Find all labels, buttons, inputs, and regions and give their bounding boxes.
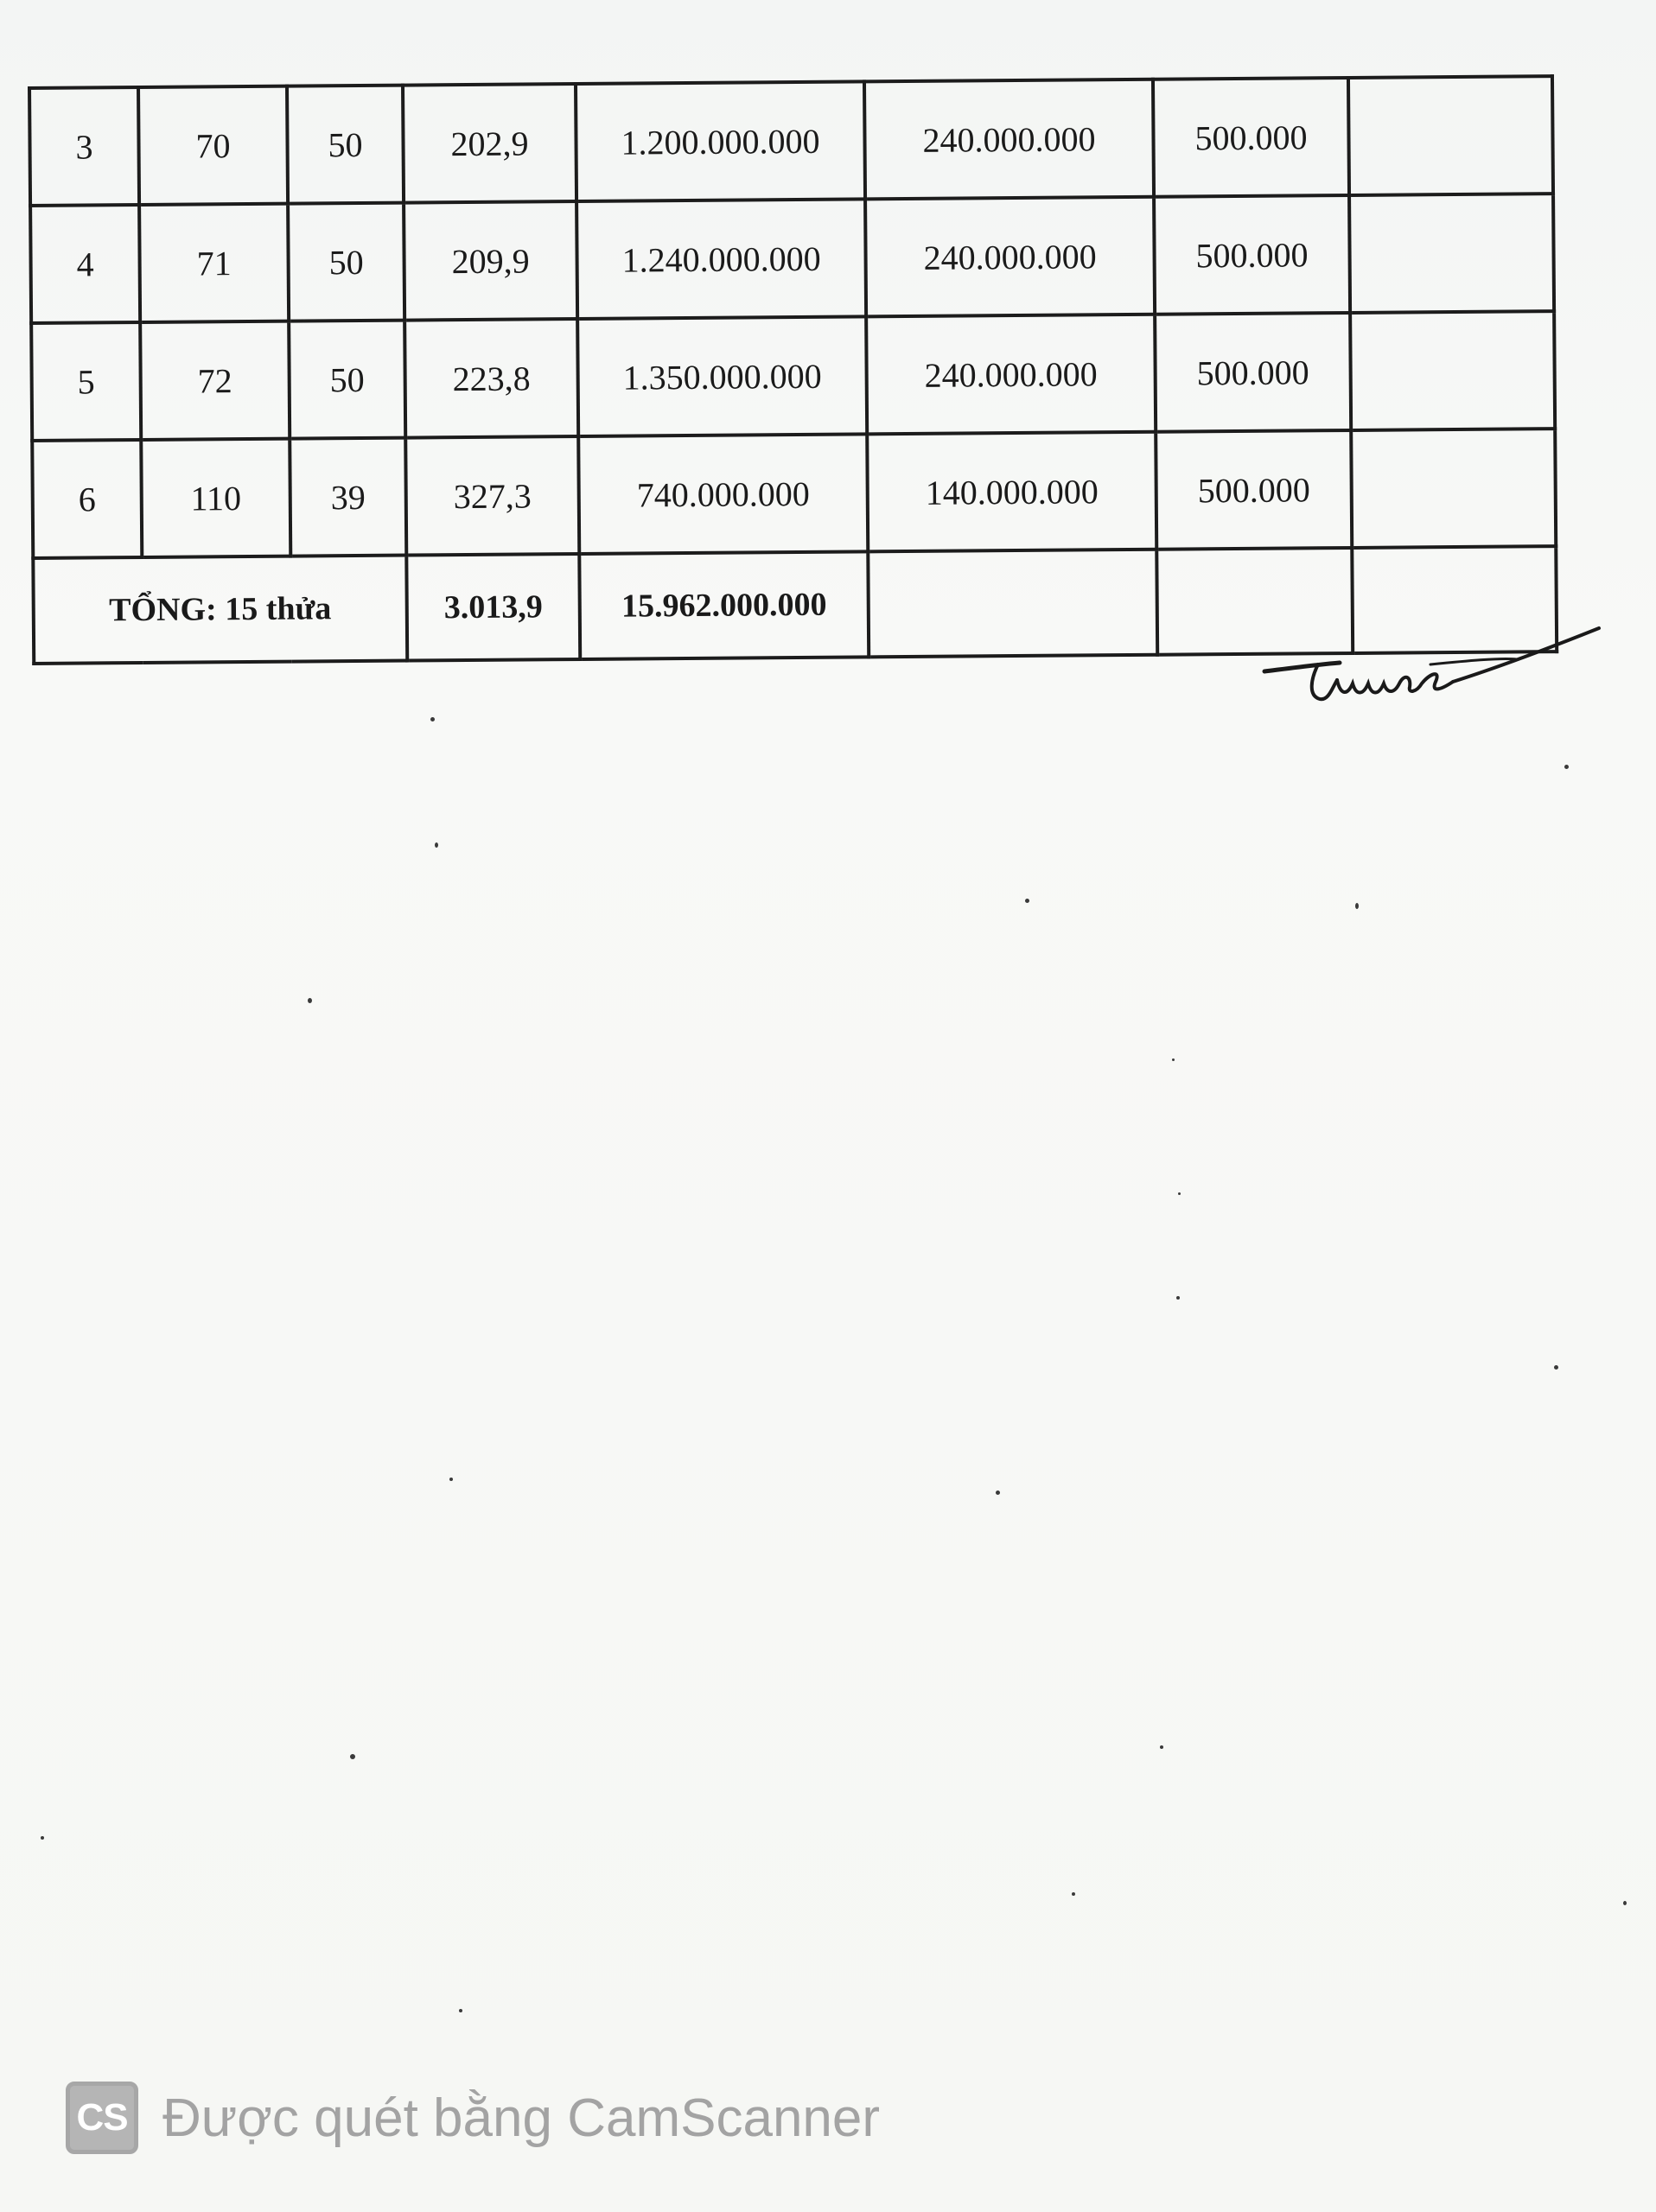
- total-empty-cell: [868, 550, 1157, 658]
- table-row: [31, 311, 1555, 441]
- table-row: [29, 76, 1553, 206]
- cell-col3: 50: [289, 321, 405, 439]
- cell-col7: 500.000: [1154, 195, 1350, 315]
- cell-col2: 110: [141, 439, 290, 557]
- cell-value: 740.000.000: [578, 434, 868, 554]
- cell-value: 1.200.000.000: [576, 81, 865, 201]
- table-row: [32, 429, 1556, 558]
- cell-value: 1.350.000.000: [577, 316, 867, 436]
- signature-drawing: [1258, 609, 1603, 713]
- cell-note: [1351, 429, 1556, 548]
- cell-col2: 70: [138, 86, 288, 205]
- total-area: 3.013,9: [406, 554, 580, 661]
- cell-note: [1350, 311, 1555, 430]
- cell-col6: 140.000.000: [867, 432, 1156, 552]
- cell-col7: 500.000: [1155, 313, 1351, 432]
- cell-note: [1349, 194, 1554, 313]
- cell-col2: 71: [139, 204, 289, 322]
- cell-col7: 500.000: [1153, 78, 1349, 197]
- cell-area: 223,8: [404, 319, 578, 438]
- data-table: [28, 74, 1558, 665]
- camscanner-watermark: [66, 2079, 880, 2157]
- cell-area: 202,9: [403, 84, 576, 203]
- handwritten-signature: [1258, 609, 1603, 713]
- cell-value: 1.240.000.000: [576, 199, 866, 319]
- cell-col3: 50: [287, 86, 404, 204]
- cell-col7: 500.000: [1156, 430, 1352, 550]
- total-value: 15.962.000.000: [579, 551, 869, 659]
- cell-col3: 39: [290, 438, 406, 556]
- table-row: [30, 194, 1554, 323]
- land-table: [28, 74, 1555, 665]
- total-label: TỔNG: 15 thửa: [33, 556, 407, 664]
- cell-col3: 50: [288, 203, 404, 321]
- cell-stt: 4: [30, 205, 140, 323]
- cell-note: [1348, 76, 1553, 195]
- cell-col2: 72: [140, 321, 290, 440]
- camscanner-logo: CS: [66, 2082, 138, 2154]
- cell-col6: 240.000.000: [866, 315, 1156, 435]
- watermark-text: Được quét bằng CamScanner: [162, 2088, 881, 2148]
- cell-col6: 240.000.000: [864, 79, 1154, 200]
- cell-col6: 240.000.000: [865, 197, 1155, 317]
- cell-area: 209,9: [404, 201, 577, 321]
- cell-stt: 6: [32, 440, 142, 558]
- cell-stt: 3: [29, 87, 139, 206]
- cell-area: 327,3: [405, 436, 579, 556]
- cell-stt: 5: [31, 322, 141, 441]
